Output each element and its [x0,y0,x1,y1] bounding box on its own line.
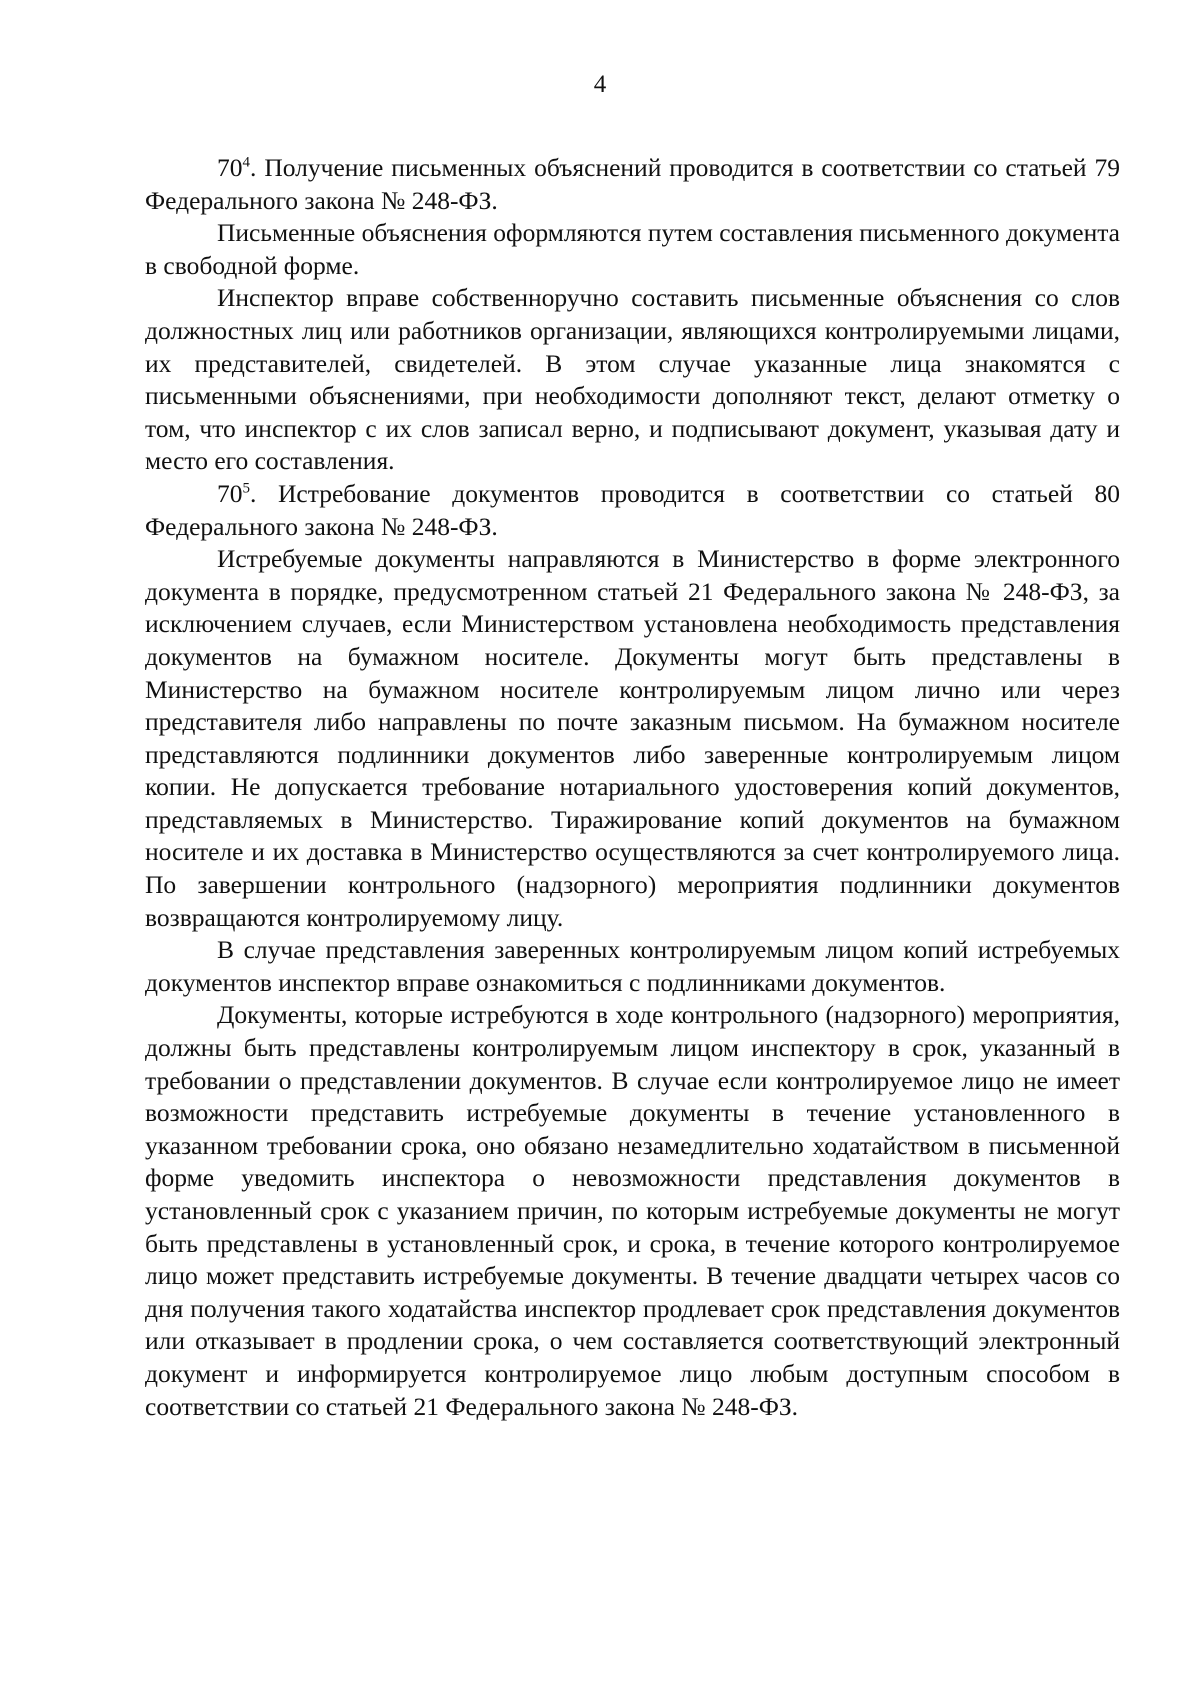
paragraph-text: . Получение письменных объяснений проводится в соответствии со статьей 79 Федерального закона № 248-ФЗ. [145,153,1120,215]
paragraph-requested-documents-delivery: Истребуемые документы направляются в Министерство в форме электронного документа в порядке, предусмотренном статьей 21 Федерального закона № 248-ФЗ, за исключением случаев, если Министерством установлена необходимость представления документов на бумажном носителе. Документы могут быть представлены в Министерство на бумажном носителе контролируемым лицом лично или через представителя либо направлены по почте заказным письмом. На бумажном носителе представляются подлинники документов либо заверенные контролируемым лицом копии. Не допускается требование нотариального удостоверения копий документов, представляемых в Министерство. Тиражирование копий документов на бумажном носителе и их доставка в Министерство осуществляются за счет контролируемого лица. По завершении контрольного (надзорного) мероприятия подлинники документов возвращаются контролируемому лицу. [145,544,1120,932]
paragraph-certified-copies: В случае представления заверенных контролируемым лицом копий истребуемых документов инспектор вправе ознакомиться с подлинниками документов. [145,935,1120,997]
paragraph-70-4 [145,152,1120,217]
paragraph-inspector-writes-explanations: Инспектор вправе собственноручно составить письменные объяснения со слов должностных лиц или работников организации, являющихся контролируемыми лицами, их представителей, свидетелей. В этом случае указанные лица знакомятся с письменными объяснениями, при необходимости дополняют текст, делают отметку о том, что инспектор с их слов записал верно, и подписывают документ, указывая дату и место его составления. [145,283,1120,476]
paragraph-written-explanations-form: Письменные объяснения оформляются путем составления письменного документа в свободной форме. [145,218,1120,280]
clause-number: 70 [217,153,243,182]
paragraph-70-5 [145,478,1120,543]
document-body [145,152,1120,1423]
clause-number: 70 [217,478,243,508]
page-number: 4 [593,71,607,98]
paragraph-text: . Истребование документов проводится в соответствии со статьей 80 Федерального закона № 248-ФЗ. [145,478,1120,541]
clause-superscript: 5 [242,480,250,497]
clause-superscript: 4 [242,154,250,171]
paragraph-deadline-extension: Документы, которые истребуются в ходе контрольного (надзорного) мероприятия, должны быть представлены контролируемым лицом инспектору в срок, указанный в требовании о представлении документов. В случае если контролируемое лицо не имеет возможности представить истребуемые документы в течение установленного в указанном требовании срока, оно обязано незамедлительно ходатайством в письменной форме уведомить инспектора о невозможности представления документов в установленный срок с указанием причин, по которым истребуемые документы не могут быть представлены в установленный срок, и срока, в течение которого контролируемое лицо может представить истребуемые документы. В течение двадцати четырех часов со дня получения такого ходатайства инспектор продлевает срок представления документов или отказывает в продлении срока, о чем составляется соответствующий электронный документ и информируется контролируемое лицо любым доступным способом в соответствии со статьей 21 Федерального закона № 248-ФЗ. [145,1000,1120,1421]
